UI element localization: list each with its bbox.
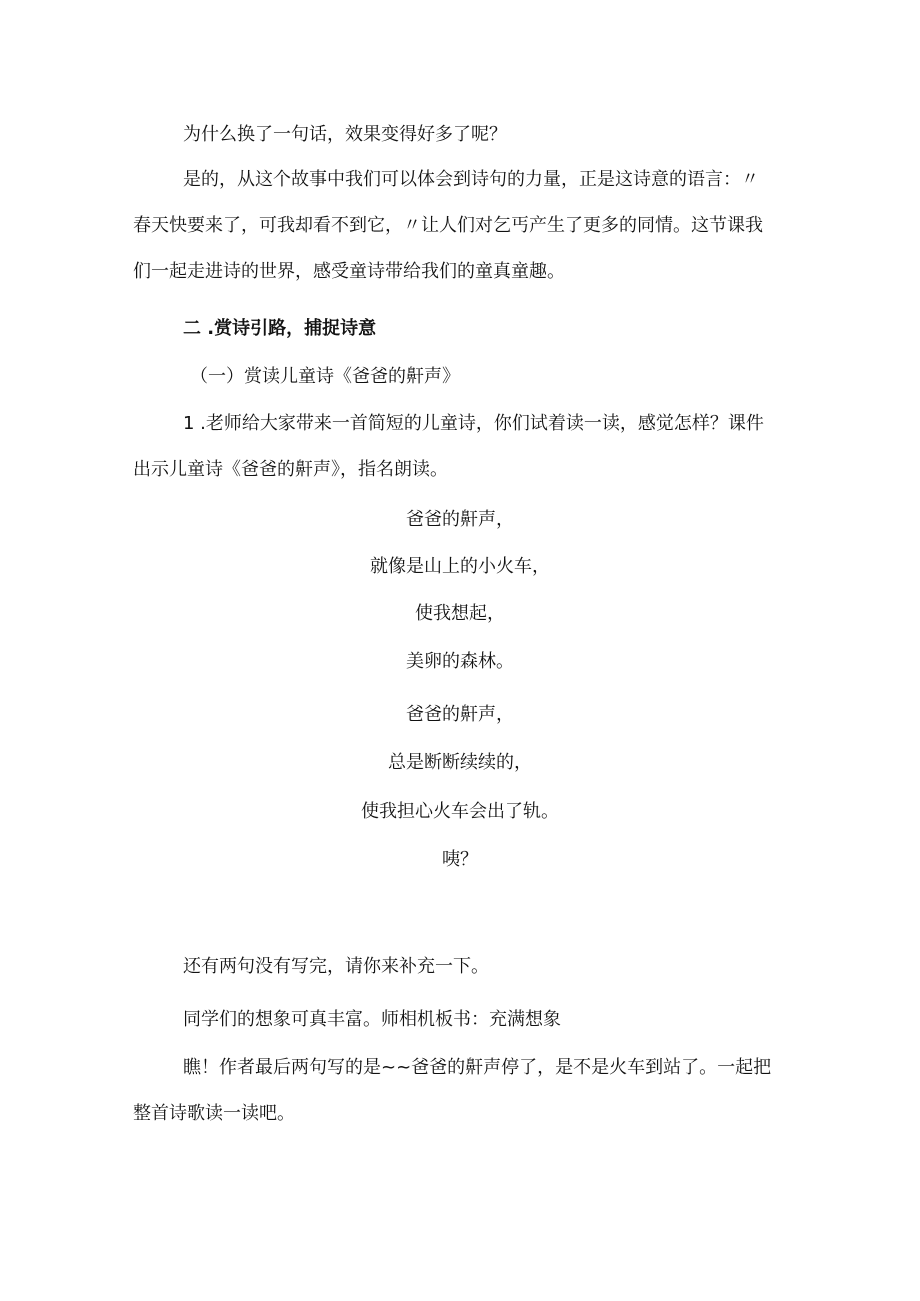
paragraph-line: 整首诗歌读一读吧。 [133, 1103, 295, 1124]
sub-heading: （一）赏读儿童诗《爸爸的鼾声》 [190, 366, 460, 387]
paragraph-story-summary [133, 157, 787, 295]
paragraph-intro-poem [133, 401, 787, 493]
paragraph-read-together [133, 1045, 787, 1137]
poem-line: 使我担心火车会出了轨。 [361, 801, 559, 822]
paragraph-line: 1 .老师给大家带来一首简短的儿童诗，你们试着读一读，感觉怎样？课件 [183, 413, 764, 434]
poem-line: 美卵的森林。 [406, 651, 514, 672]
poem-line: 爸爸的鼾声， [406, 704, 514, 725]
paragraph-line: 瞧！作者最后两句写的是~~爸爸的鼾声停了，是不是火车到站了。一起把 [183, 1057, 772, 1078]
poem-line: 咦？ [442, 849, 478, 870]
section-heading: 二 .赏诗引路，捕捉诗意 [183, 318, 377, 339]
paragraph-complete: 还有两句没有写完，请你来补充一下。 [183, 956, 489, 977]
paragraph-line: 春天快要来了，可我却看不到它，〃让人们对乞丐产生了更多的同情。这节课我 [133, 215, 763, 236]
poem-line: 爸爸的鼾声， [406, 509, 514, 530]
paragraph-board-note: 同学们的想象可真丰富。师相机板书：充满想象 [183, 1009, 561, 1030]
paragraph-line: 出示儿童诗《爸爸的鼾声》，指名朗读。 [133, 459, 448, 480]
poem-line: 就像是山上的小火车， [370, 556, 550, 577]
paragraph-question: 为什么换了一句话，效果变得好多了呢？ [183, 124, 507, 145]
paragraph-line: 们一起走进诗的世界，感受童诗带给我们的童真童趣。 [133, 261, 565, 282]
poem-line: 使我想起， [415, 603, 505, 624]
paragraph-line: 是的，从这个故事中我们可以体会到诗句的力量，正是这诗意的语言：〃 [183, 169, 759, 190]
poem-line: 总是断断续续的， [388, 752, 532, 773]
